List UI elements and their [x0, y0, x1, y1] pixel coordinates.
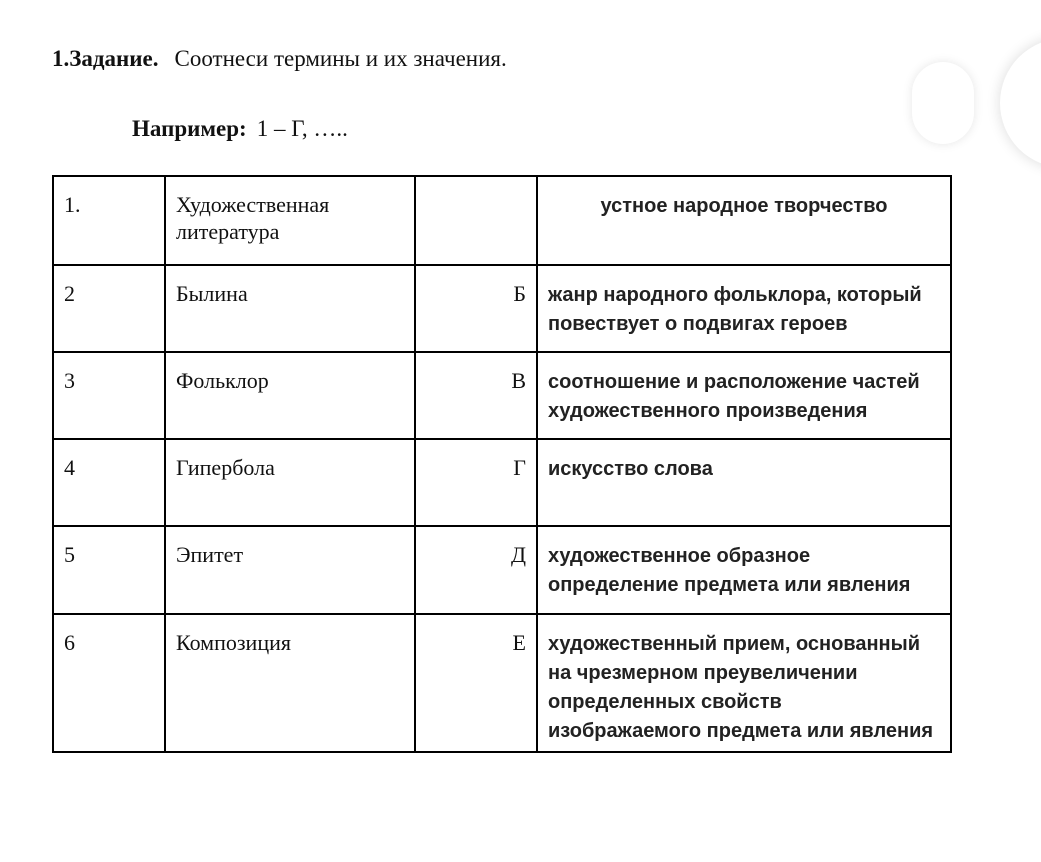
letter-cell: Д: [415, 526, 537, 614]
example-label: Например:: [132, 116, 247, 141]
term-cell: Былина: [165, 265, 415, 352]
definition-text: соотношение и расположение частей художественного произведения: [548, 371, 920, 422]
floating-action-button-large[interactable]: [1000, 38, 1041, 168]
table-row: [53, 614, 951, 752]
letter-cell: Е: [415, 614, 537, 752]
example-line: [132, 116, 348, 142]
row-number: 4: [53, 439, 165, 526]
definition-cell: [537, 614, 951, 752]
row-number: 6: [53, 614, 165, 752]
definition-text: художественный прием, основанный на чрезмерном преувеличении определенных свойств изображаемого предмета или явления: [548, 633, 934, 742]
floating-action-button[interactable]: [912, 62, 974, 144]
letter-cell: Г: [415, 439, 537, 526]
term-cell: Гипербола: [165, 439, 415, 526]
example-value: 1 – Г, …..: [256, 116, 348, 141]
definition-text: искусство слова: [548, 458, 713, 480]
term-cell: Эпитет: [165, 526, 415, 614]
row-number: 3: [53, 352, 165, 439]
table-row: [53, 526, 951, 614]
table-row: [53, 265, 951, 352]
task-label: 1.Задание.: [52, 46, 159, 71]
definition-cell: [537, 439, 951, 526]
definition-text: художественное образное определение предмета или явления: [548, 545, 911, 596]
term-cell: Композиция: [165, 614, 415, 752]
definition-text: жанр народного фольклора, который повествует о подвигах героев: [548, 284, 922, 335]
term-cell: Фольклор: [165, 352, 415, 439]
definition-cell: [537, 265, 951, 352]
letter-cell: В: [415, 352, 537, 439]
task-heading: [52, 46, 507, 72]
row-number: 5: [53, 526, 165, 614]
table-row: [53, 176, 951, 265]
table-row: [53, 352, 951, 439]
term-cell: Художественная литература: [165, 176, 415, 265]
matching-table: [52, 175, 952, 753]
definition-text: устное народное творчество: [600, 195, 888, 217]
letter-cell: Б: [415, 265, 537, 352]
table-row: [53, 439, 951, 526]
task-text: Соотнеси термины и их значения.: [174, 46, 507, 71]
definition-cell: [537, 176, 951, 265]
definition-cell: [537, 352, 951, 439]
row-number: 1.: [53, 176, 165, 265]
row-number: 2: [53, 265, 165, 352]
letter-cell: [415, 176, 537, 265]
definition-cell: [537, 526, 951, 614]
